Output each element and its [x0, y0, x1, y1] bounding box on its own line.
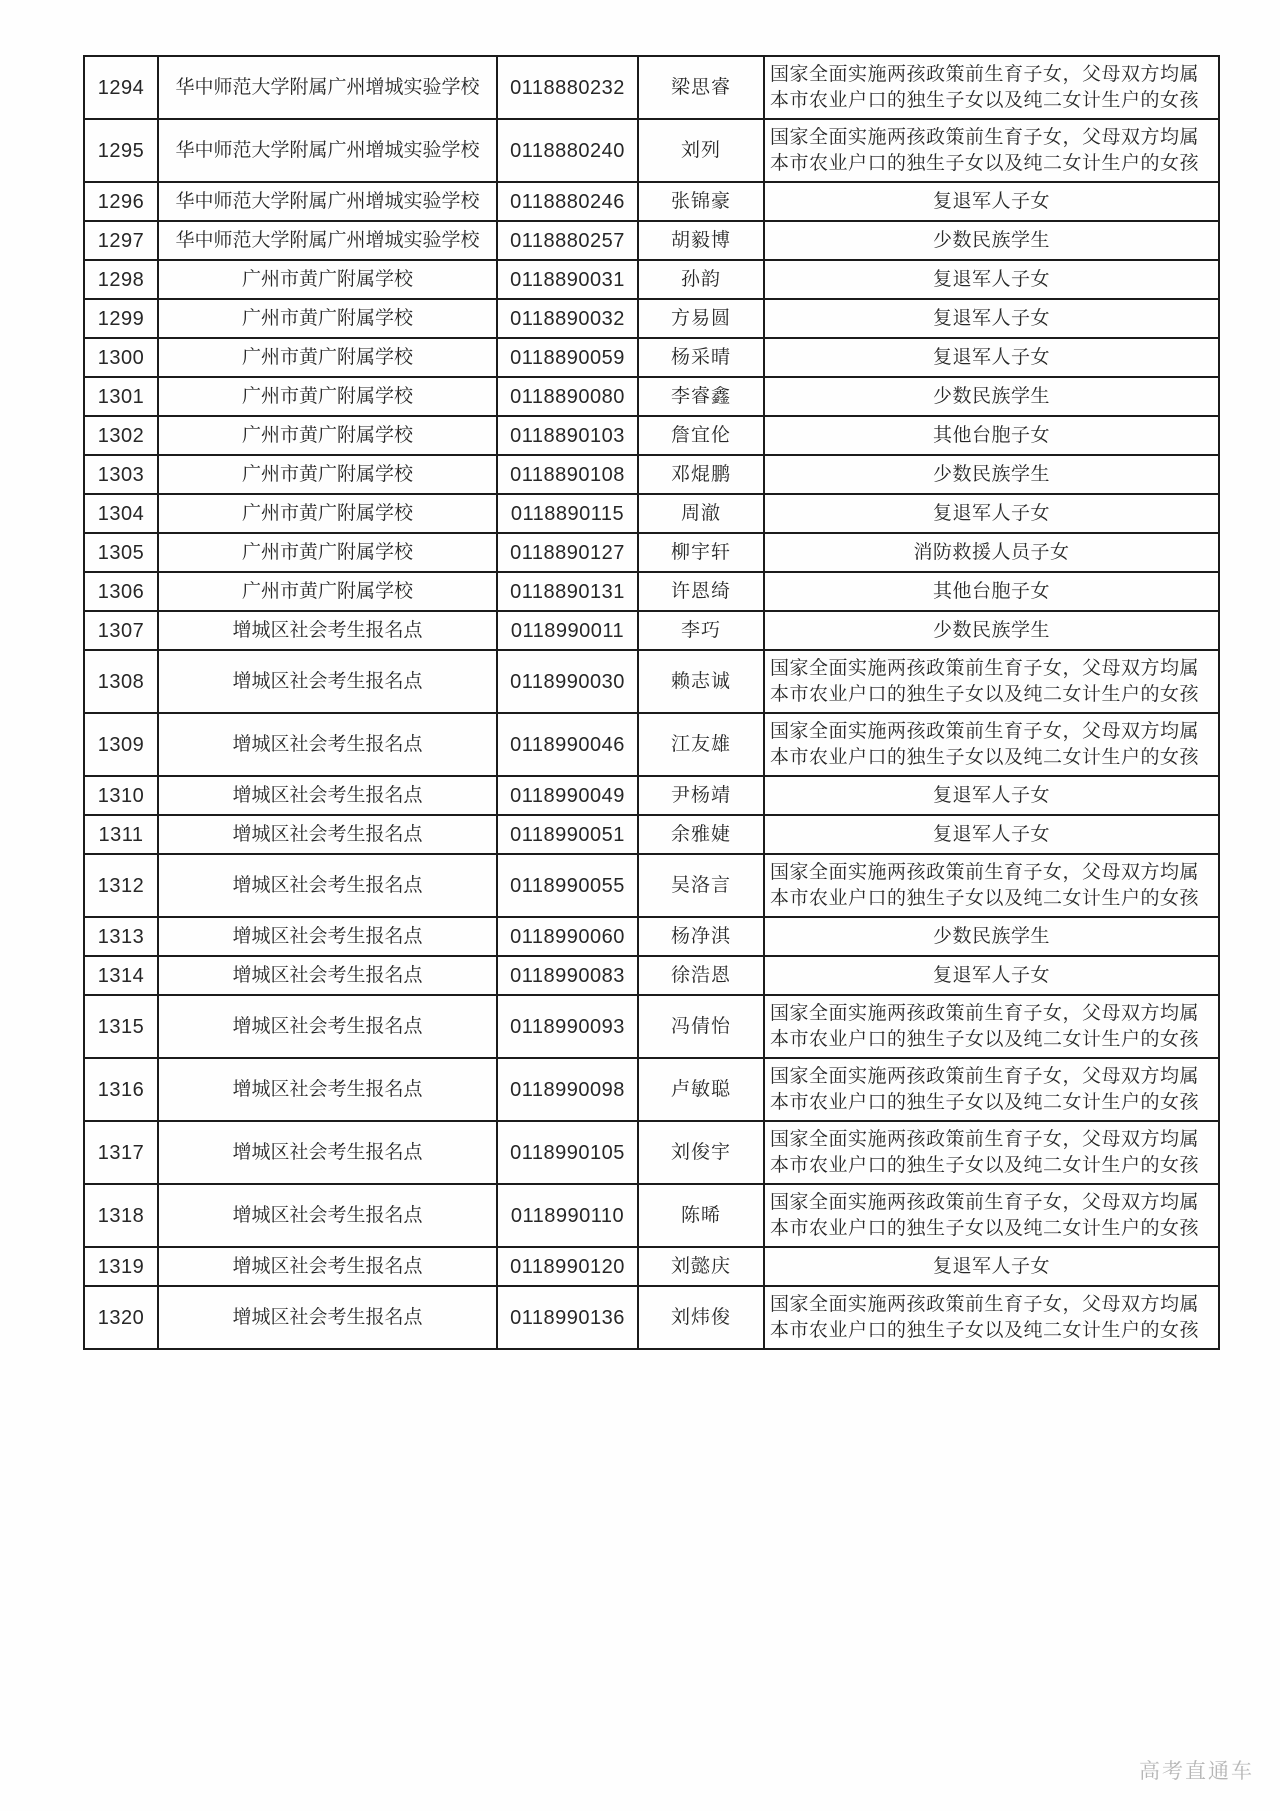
- serial-number-cell: 1315: [84, 995, 158, 1058]
- student-name-cell: 尹杨靖: [638, 776, 764, 815]
- student-name-cell: 刘炜俊: [638, 1286, 764, 1349]
- school-name-cell: 增城区社会考生报名点: [158, 1286, 497, 1349]
- student-name-cell: 李巧: [638, 611, 764, 650]
- student-name-cell: 刘俊宇: [638, 1121, 764, 1184]
- school-name-cell: 增城区社会考生报名点: [158, 1058, 497, 1121]
- exam-number-cell: 0118890127: [497, 533, 638, 572]
- student-name-cell: 胡毅博: [638, 221, 764, 260]
- serial-number-cell: 1310: [84, 776, 158, 815]
- exam-number-cell: 0118990060: [497, 917, 638, 956]
- exam-number-cell: 0118880246: [497, 182, 638, 221]
- exam-number-cell: 0118990011: [497, 611, 638, 650]
- school-name-cell: 广州市黄广附属学校: [158, 416, 497, 455]
- table-row: [84, 182, 1219, 221]
- serial-number-cell: 1300: [84, 338, 158, 377]
- table-row: [84, 815, 1219, 854]
- serial-number-cell: 1299: [84, 299, 158, 338]
- serial-number-cell: 1295: [84, 119, 158, 182]
- school-name-cell: 华中师范大学附属广州增城实验学校: [158, 182, 497, 221]
- student-name-cell: 孙韵: [638, 260, 764, 299]
- school-name-cell: 增城区社会考生报名点: [158, 917, 497, 956]
- table-row: [84, 611, 1219, 650]
- student-name-cell: 方易圆: [638, 299, 764, 338]
- serial-number-cell: 1297: [84, 221, 158, 260]
- category-cell: 国家全面实施两孩政策前生育子女，父母双方均属本市农业户口的独生子女以及纯二女计生户的女孩: [764, 854, 1219, 917]
- student-name-cell: 刘懿庆: [638, 1247, 764, 1286]
- exam-number-cell: 0118990030: [497, 650, 638, 713]
- exam-number-cell: 0118890031: [497, 260, 638, 299]
- category-cell: 少数民族学生: [764, 377, 1219, 416]
- school-name-cell: 增城区社会考生报名点: [158, 1184, 497, 1247]
- serial-number-cell: 1296: [84, 182, 158, 221]
- table-row: [84, 854, 1219, 917]
- school-name-cell: 增城区社会考生报名点: [158, 995, 497, 1058]
- school-name-cell: 增城区社会考生报名点: [158, 650, 497, 713]
- school-name-cell: 增城区社会考生报名点: [158, 815, 497, 854]
- student-name-cell: 徐浩恩: [638, 956, 764, 995]
- student-name-cell: 余雅婕: [638, 815, 764, 854]
- watermark-text: 高考直通车: [1139, 1760, 1254, 1783]
- exam-number-cell: 0118890103: [497, 416, 638, 455]
- table-row: [84, 572, 1219, 611]
- school-name-cell: 增城区社会考生报名点: [158, 956, 497, 995]
- serial-number-cell: 1305: [84, 533, 158, 572]
- category-cell: 消防救援人员子女: [764, 533, 1219, 572]
- table-row: [84, 713, 1219, 776]
- table-row: [84, 119, 1219, 182]
- table-row: [84, 1247, 1219, 1286]
- table-row: [84, 494, 1219, 533]
- serial-number-cell: 1316: [84, 1058, 158, 1121]
- exam-number-cell: 0118880240: [497, 119, 638, 182]
- school-name-cell: 广州市黄广附属学校: [158, 338, 497, 377]
- table-row: [84, 416, 1219, 455]
- category-cell: 少数民族学生: [764, 455, 1219, 494]
- serial-number-cell: 1294: [84, 56, 158, 119]
- roster-table-body: [84, 56, 1219, 1349]
- category-cell: 国家全面实施两孩政策前生育子女，父母双方均属本市农业户口的独生子女以及纯二女计生户的女孩: [764, 56, 1219, 119]
- student-name-cell: 李睿鑫: [638, 377, 764, 416]
- student-name-cell: 梁思睿: [638, 56, 764, 119]
- table-row: [84, 221, 1219, 260]
- school-name-cell: 增城区社会考生报名点: [158, 776, 497, 815]
- student-name-cell: 许恩绮: [638, 572, 764, 611]
- exam-number-cell: 0118890080: [497, 377, 638, 416]
- category-cell: 复退军人子女: [764, 494, 1219, 533]
- category-cell: 复退军人子女: [764, 815, 1219, 854]
- category-cell: 其他台胞子女: [764, 416, 1219, 455]
- serial-number-cell: 1317: [84, 1121, 158, 1184]
- student-name-cell: 卢敏聪: [638, 1058, 764, 1121]
- exam-number-cell: 0118880232: [497, 56, 638, 119]
- serial-number-cell: 1303: [84, 455, 158, 494]
- category-cell: 复退军人子女: [764, 1247, 1219, 1286]
- category-cell: 复退军人子女: [764, 299, 1219, 338]
- school-name-cell: 增城区社会考生报名点: [158, 611, 497, 650]
- serial-number-cell: 1311: [84, 815, 158, 854]
- student-name-cell: 张锦豪: [638, 182, 764, 221]
- student-name-cell: 刘列: [638, 119, 764, 182]
- serial-number-cell: 1319: [84, 1247, 158, 1286]
- table-row: [84, 1121, 1219, 1184]
- exam-number-cell: 0118990083: [497, 956, 638, 995]
- category-cell: 少数民族学生: [764, 611, 1219, 650]
- school-name-cell: 增城区社会考生报名点: [158, 854, 497, 917]
- category-cell: 国家全面实施两孩政策前生育子女，父母双方均属本市农业户口的独生子女以及纯二女计生户的女孩: [764, 119, 1219, 182]
- school-name-cell: 广州市黄广附属学校: [158, 260, 497, 299]
- table-row: [84, 995, 1219, 1058]
- category-cell: 少数民族学生: [764, 221, 1219, 260]
- exam-number-cell: 0118880257: [497, 221, 638, 260]
- category-cell: 少数民族学生: [764, 917, 1219, 956]
- serial-number-cell: 1298: [84, 260, 158, 299]
- table-row: [84, 455, 1219, 494]
- exam-number-cell: 0118990055: [497, 854, 638, 917]
- serial-number-cell: 1318: [84, 1184, 158, 1247]
- table-row: [84, 260, 1219, 299]
- serial-number-cell: 1306: [84, 572, 158, 611]
- school-name-cell: 华中师范大学附属广州增城实验学校: [158, 221, 497, 260]
- exam-number-cell: 0118890115: [497, 494, 638, 533]
- category-cell: 国家全面实施两孩政策前生育子女，父母双方均属本市农业户口的独生子女以及纯二女计生户的女孩: [764, 1121, 1219, 1184]
- serial-number-cell: 1304: [84, 494, 158, 533]
- table-row: [84, 776, 1219, 815]
- exam-number-cell: 0118990110: [497, 1184, 638, 1247]
- school-name-cell: 增城区社会考生报名点: [158, 713, 497, 776]
- student-name-cell: 江友雄: [638, 713, 764, 776]
- table-row: [84, 56, 1219, 119]
- exam-number-cell: 0118990105: [497, 1121, 638, 1184]
- school-name-cell: 广州市黄广附属学校: [158, 377, 497, 416]
- category-cell: 复退军人子女: [764, 776, 1219, 815]
- category-cell: 国家全面实施两孩政策前生育子女，父母双方均属本市农业户口的独生子女以及纯二女计生户的女孩: [764, 713, 1219, 776]
- serial-number-cell: 1313: [84, 917, 158, 956]
- table-row: [84, 1184, 1219, 1247]
- serial-number-cell: 1301: [84, 377, 158, 416]
- table-row: [84, 917, 1219, 956]
- student-name-cell: 邓焜鹏: [638, 455, 764, 494]
- category-cell: 复退军人子女: [764, 338, 1219, 377]
- student-name-cell: 陈晞: [638, 1184, 764, 1247]
- student-name-cell: 杨净淇: [638, 917, 764, 956]
- student-name-cell: 冯倩怡: [638, 995, 764, 1058]
- student-name-cell: 周澈: [638, 494, 764, 533]
- student-name-cell: 詹宜伦: [638, 416, 764, 455]
- table-row: [84, 650, 1219, 713]
- school-name-cell: 广州市黄广附属学校: [158, 299, 497, 338]
- exam-number-cell: 0118890108: [497, 455, 638, 494]
- table-row: [84, 533, 1219, 572]
- serial-number-cell: 1309: [84, 713, 158, 776]
- serial-number-cell: 1302: [84, 416, 158, 455]
- exam-number-cell: 0118990120: [497, 1247, 638, 1286]
- school-name-cell: 增城区社会考生报名点: [158, 1247, 497, 1286]
- exam-number-cell: 0118990136: [497, 1286, 638, 1349]
- category-cell: 复退军人子女: [764, 956, 1219, 995]
- exam-number-cell: 0118990049: [497, 776, 638, 815]
- table-row: [84, 1286, 1219, 1349]
- table-row: [84, 377, 1219, 416]
- serial-number-cell: 1307: [84, 611, 158, 650]
- student-name-cell: 吴洛言: [638, 854, 764, 917]
- exam-number-cell: 0118890131: [497, 572, 638, 611]
- category-cell: 复退军人子女: [764, 182, 1219, 221]
- table-row: [84, 338, 1219, 377]
- exam-number-cell: 0118990051: [497, 815, 638, 854]
- student-name-cell: 杨采晴: [638, 338, 764, 377]
- serial-number-cell: 1314: [84, 956, 158, 995]
- serial-number-cell: 1320: [84, 1286, 158, 1349]
- category-cell: 国家全面实施两孩政策前生育子女，父母双方均属本市农业户口的独生子女以及纯二女计生户的女孩: [764, 1058, 1219, 1121]
- candidate-roster-table: [83, 55, 1220, 1350]
- table-row: [84, 1058, 1219, 1121]
- school-name-cell: 广州市黄广附属学校: [158, 572, 497, 611]
- table-row: [84, 299, 1219, 338]
- category-cell: 复退军人子女: [764, 260, 1219, 299]
- category-cell: 国家全面实施两孩政策前生育子女，父母双方均属本市农业户口的独生子女以及纯二女计生户的女孩: [764, 995, 1219, 1058]
- serial-number-cell: 1312: [84, 854, 158, 917]
- school-name-cell: 华中师范大学附属广州增城实验学校: [158, 119, 497, 182]
- school-name-cell: 广州市黄广附属学校: [158, 533, 497, 572]
- exam-number-cell: 0118890059: [497, 338, 638, 377]
- student-name-cell: 赖志诚: [638, 650, 764, 713]
- category-cell: 国家全面实施两孩政策前生育子女，父母双方均属本市农业户口的独生子女以及纯二女计生户的女孩: [764, 1184, 1219, 1247]
- category-cell: 国家全面实施两孩政策前生育子女，父母双方均属本市农业户口的独生子女以及纯二女计生户的女孩: [764, 1286, 1219, 1349]
- exam-number-cell: 0118990046: [497, 713, 638, 776]
- school-name-cell: 广州市黄广附属学校: [158, 455, 497, 494]
- category-cell: 其他台胞子女: [764, 572, 1219, 611]
- exam-number-cell: 0118890032: [497, 299, 638, 338]
- student-name-cell: 柳宇轩: [638, 533, 764, 572]
- school-name-cell: 华中师范大学附属广州增城实验学校: [158, 56, 497, 119]
- serial-number-cell: 1308: [84, 650, 158, 713]
- school-name-cell: 增城区社会考生报名点: [158, 1121, 497, 1184]
- exam-number-cell: 0118990093: [497, 995, 638, 1058]
- category-cell: 国家全面实施两孩政策前生育子女，父母双方均属本市农业户口的独生子女以及纯二女计生户的女孩: [764, 650, 1219, 713]
- table-row: [84, 956, 1219, 995]
- exam-number-cell: 0118990098: [497, 1058, 638, 1121]
- school-name-cell: 广州市黄广附属学校: [158, 494, 497, 533]
